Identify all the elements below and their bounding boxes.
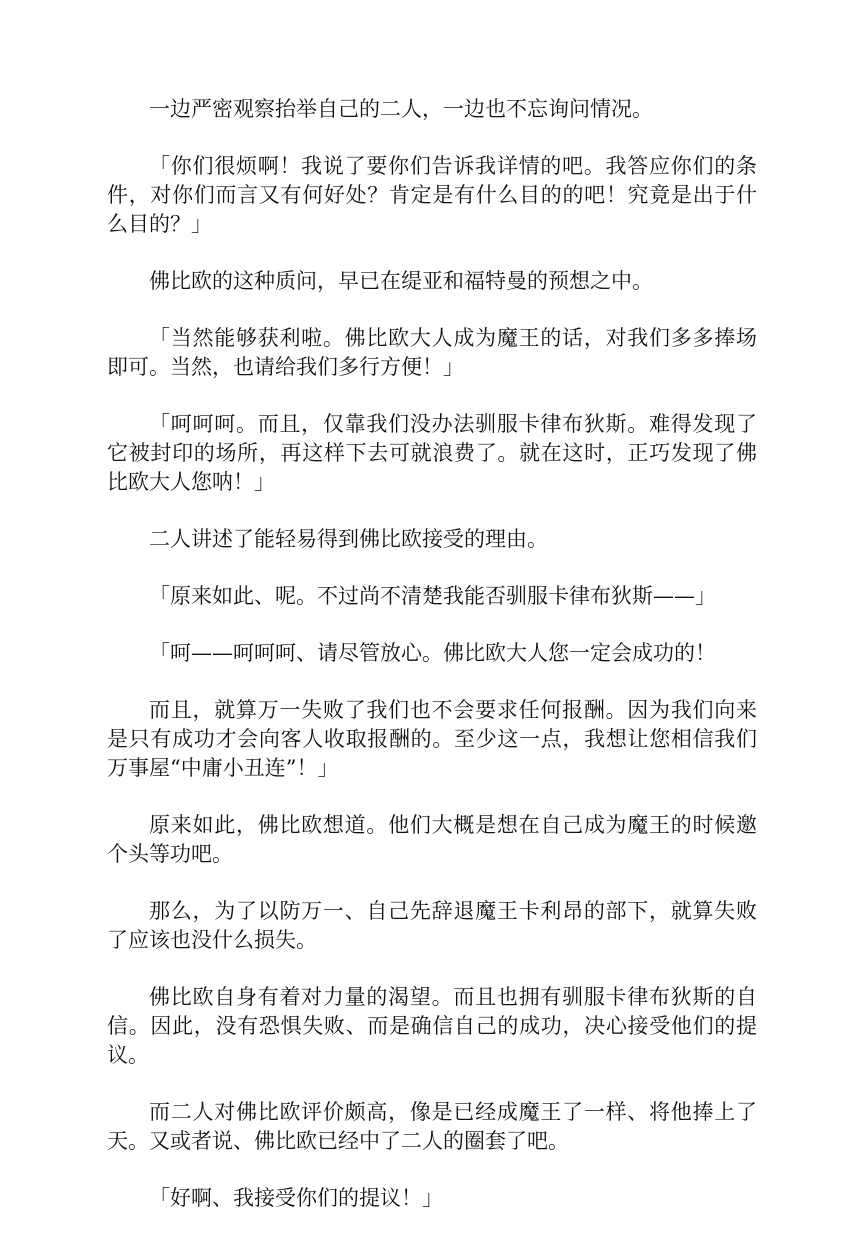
paragraph-14: 「好啊、我接受你们的提议！」 <box>149 1186 443 1210</box>
body-text <box>107 95 757 1241</box>
paragraph-6: 二人讲述了能轻易得到佛比欧接受的理由。 <box>149 527 548 551</box>
paragraph-9: 而且，就算万一失败了我们也不会要求任何报酬。因为我们向来是只有成功才会向客人收取报酬的。至少这一点，我想让您相信我们万事屋“中庸小丑连”！」 <box>107 698 757 780</box>
paragraph-8: 「呵——呵呵呵、请尽管放心。佛比欧大人您一定会成功的！ <box>149 641 716 665</box>
paragraph-7: 「原来如此、呢。不过尚不清楚我能否驯服卡律布狄斯——」 <box>149 584 716 608</box>
paragraph-13: 而二人对佛比欧评价颇高，像是已经成魔王了一样、将他捧上了天。又或者说、佛比欧已经中了二人的圈套了吧。 <box>107 1100 757 1153</box>
paragraph-3: 佛比欧的这种质问，早已在缇亚和福特曼的预想之中。 <box>149 269 653 293</box>
paragraph-12: 佛比欧自身有着对力量的渴望。而且也拥有驯服卡律布狄斯的自信。因此，没有恐惧失败、而是确信自己的成功，决心接受他们的提议。 <box>107 985 757 1067</box>
paragraph-4: 「当然能够获利啦。佛比欧大人成为魔王的话，对我们多多捧场即可。当然，也请给我们多行方便！」 <box>107 326 757 379</box>
paragraph-1: 一边严密观察抬举自己的二人，一边也不忘询问情况。 <box>149 97 653 121</box>
paragraph-2: 「你们很烦啊！我说了要你们告诉我详情的吧。我答应你们的条件，对你们而言又有何好处？肯定是有什么目的的吧！究竟是出于什么目的？」 <box>107 154 757 236</box>
paragraph-5: 「呵呵呵。而且，仅靠我们没办法驯服卡律布狄斯。难得发现了它被封印的场所，再这样下去可就浪费了。就在这时，正巧发现了佛比欧大人您呐！」 <box>107 412 757 494</box>
paragraph-10: 原来如此，佛比欧想道。他们大概是想在自己成为魔王的时候邀个头等功吧。 <box>107 813 757 866</box>
paragraph-11: 那么，为了以防万一、自己先辞退魔王卡利昂的部下，就算失败了应该也没什么损失。 <box>107 899 757 952</box>
